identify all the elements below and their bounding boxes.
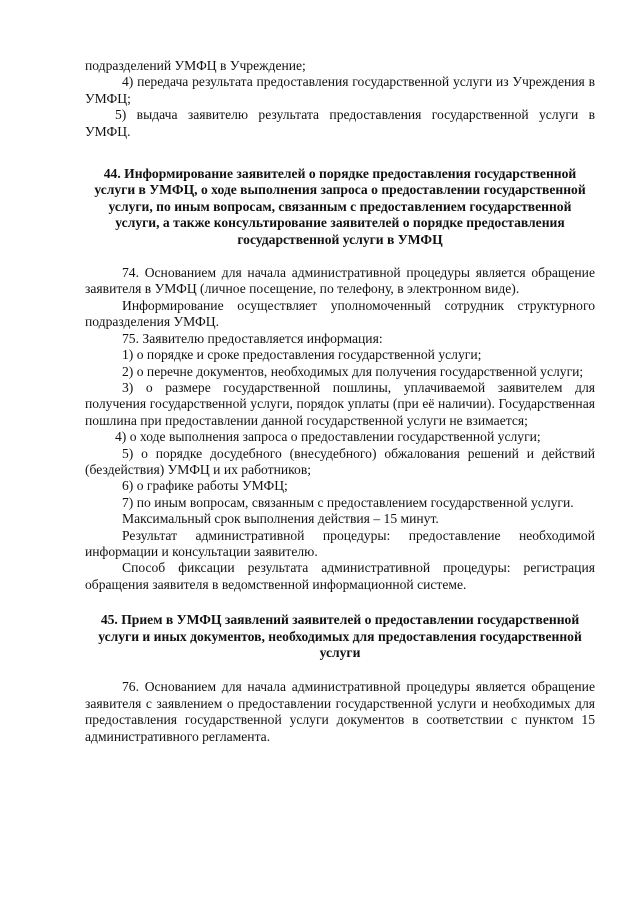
paragraph-fixation: Способ фиксации результата административной процедуры: регистрация обращения заявителя в ведомственной информационной системе.	[85, 560, 595, 592]
list-item-7: 7) по иным вопросам, связанным с предоставлением государственной услуги.	[122, 494, 574, 510]
spacer	[85, 140, 595, 166]
list-item-6: 6) о графике работы УМФЦ;	[122, 478, 288, 494]
paragraph-max-term: Максимальный срок выполнения действия – 15 минут.	[122, 511, 439, 527]
paragraph-top-2: 4) передача результата предоставления государственной услуги из Учреждения в УМФЦ;	[85, 74, 595, 106]
list-item-5: 5) о порядке досудебного (внесудебного) обжалования решений и действий (бездействия) УМФЦ и их работников;	[85, 445, 595, 477]
spacer	[85, 248, 595, 265]
paragraph-inform: Информирование осуществляет уполномоченный сотрудник структурного подразделения УМФЦ.	[85, 297, 595, 330]
paragraph-75: 75. Заявителю предоставляется информация:	[122, 330, 383, 346]
paragraph-top-3: 5) выдача заявителю результата предоставления государственной услуги в УМФЦ.	[85, 107, 595, 139]
paragraph-result: Результат административной процедуры: предоставление необходимой информации и консультации заявителю.	[85, 527, 595, 559]
list-item-2: 2) о перечне документов, необходимых для получения государственной услуги;	[122, 363, 584, 379]
document-body	[85, 58, 595, 745]
paragraph-top-1: подразделений УМФЦ в Учреждение;	[85, 58, 306, 73]
section-44-heading: 44. Информирование заявителей о порядке предоставления государственной услуги в УМФЦ, о ходе выполнения запроса о предоставлении государственной услуги, по иным вопросам, связанным с предоставлением государственной услуги, а также консультирование заявителей о порядке предоставления государственной услуги в УМФЦ	[94, 166, 586, 247]
list-item-3: 3) о размере государственной пошлины, уплачиваемой заявителем для получения государственной услуги, порядок уплаты (при её наличии). Государственная пошлина при предоставлении данной государственной услуги не взимается;	[85, 379, 595, 428]
section-45-heading: 45. Прием в УМФЦ заявлений заявителей о предоставлении государственной услуги и иных документов, необходимых для предоставления государственной услуги	[98, 612, 582, 660]
list-item-1: 1) о порядке и сроке предоставления государственной услуги;	[122, 347, 482, 363]
paragraph-74: 74. Основанием для начала административной процедуры является обращение заявителя в УМФЦ (личное посещение, по телефону, в электронном виде).	[85, 265, 595, 297]
spacer	[85, 661, 595, 679]
spacer	[85, 593, 595, 612]
paragraph-76: 76. Основанием для начала административной процедуры является обращение заявителя с заявлением о предоставлении государственной услуги и необходимых для предоставления государственной услуги документов в соответствии с пунктом 15 административного регламента.	[85, 679, 595, 744]
list-item-4: 4) о ходе выполнения запроса о предоставлении государственной услуги;	[115, 429, 541, 445]
